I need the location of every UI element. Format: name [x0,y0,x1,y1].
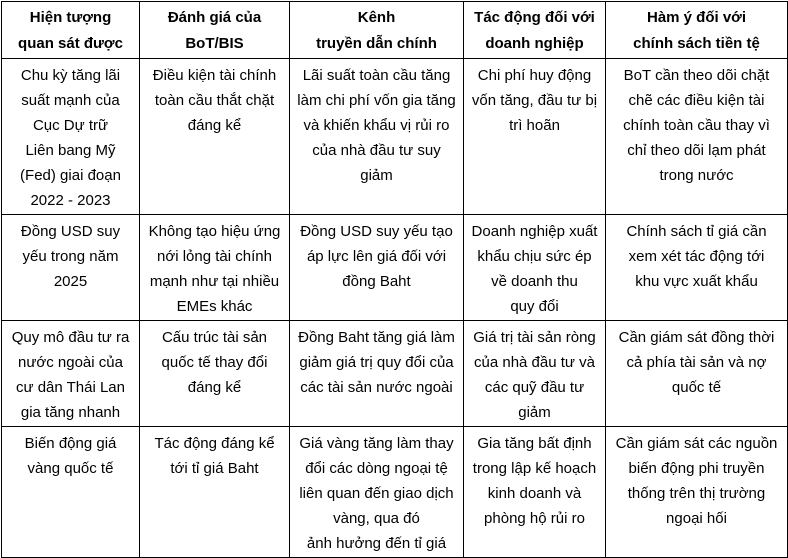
table-cell: Điều kiện tài chính toàn cầu thắt chặt đáng kể [140,59,290,215]
table-cell: Cấu trúc tài sản quốc tế thay đổi đáng kể [140,321,290,427]
table-cell: Tác động đáng kể tới tỉ giá Baht [140,427,290,558]
table-cell: Chu kỳ tăng lãi suất mạnh của Cục Dự trữ Liên bang Mỹ (Fed) giai đoạn 2022 - 2023 [2,59,140,215]
table-cell: Đồng USD suy yếu trong năm 2025 [2,215,140,321]
table-cell: Giá trị tài sản ròng của nhà đầu tư và các quỹ đầu tư giảm [464,321,606,427]
table-cell: Quy mô đầu tư ra nước ngoài của cư dân Thái Lan gia tăng nhanh [2,321,140,427]
header-policy-implication: Hàm ý đối với chính sách tiền tệ [606,2,788,59]
policy-table [1,1,788,558]
header-row [2,2,788,59]
table-cell: Biến động giá vàng quốc tế [2,427,140,558]
table-cell: Giá vàng tăng làm thay đổi các dòng ngoại tệ liên quan đến giao dịch vàng, qua đó ảnh hưởng đến tỉ giá [290,427,464,558]
table-row [2,321,788,427]
table-cell: Lãi suất toàn cầu tăng làm chi phí vốn gia tăng và khiến khẩu vị rủi ro của nhà đầu tư suy giảm [290,59,464,215]
table-cell: Đồng USD suy yếu tạo áp lực lên giá đối với đồng Baht [290,215,464,321]
table-cell: Gia tăng bất định trong lập kế hoạch kinh doanh và phòng hộ rủi ro [464,427,606,558]
header-bot-bis-assessment: Đánh giá của BoT/BIS [140,2,290,59]
table-cell: Chi phí huy động vốn tăng, đầu tư bị trì hoãn [464,59,606,215]
table-cell: Chính sách tỉ giá cần xem xét tác động tới khu vực xuất khẩu [606,215,788,321]
table-cell: Cần giám sát các nguồn biến động phi truyền thống trên thị trường ngoại hối [606,427,788,558]
header-observed-phenomenon: Hiện tượng quan sát được [2,2,140,59]
table-row [2,215,788,321]
table-row [2,59,788,215]
header-main-channel: Kênh truyền dẫn chính [290,2,464,59]
table-cell: BoT cần theo dõi chặt chẽ các điều kiện tài chính toàn cầu thay vì chỉ theo dõi lạm phát trong nước [606,59,788,215]
table-cell: Đồng Baht tăng giá làm giảm giá trị quy đổi của các tài sản nước ngoài [290,321,464,427]
table-cell: Cần giám sát đồng thời cả phía tài sản và nợ quốc tế [606,321,788,427]
table-row [2,427,788,558]
header-business-impact: Tác động đối với doanh nghiệp [464,2,606,59]
table-cell: Doanh nghiệp xuất khẩu chịu sức ép về doanh thu quy đổi [464,215,606,321]
table-cell: Không tạo hiệu ứng nới lỏng tài chính mạnh như tại nhiều EMEs khác [140,215,290,321]
